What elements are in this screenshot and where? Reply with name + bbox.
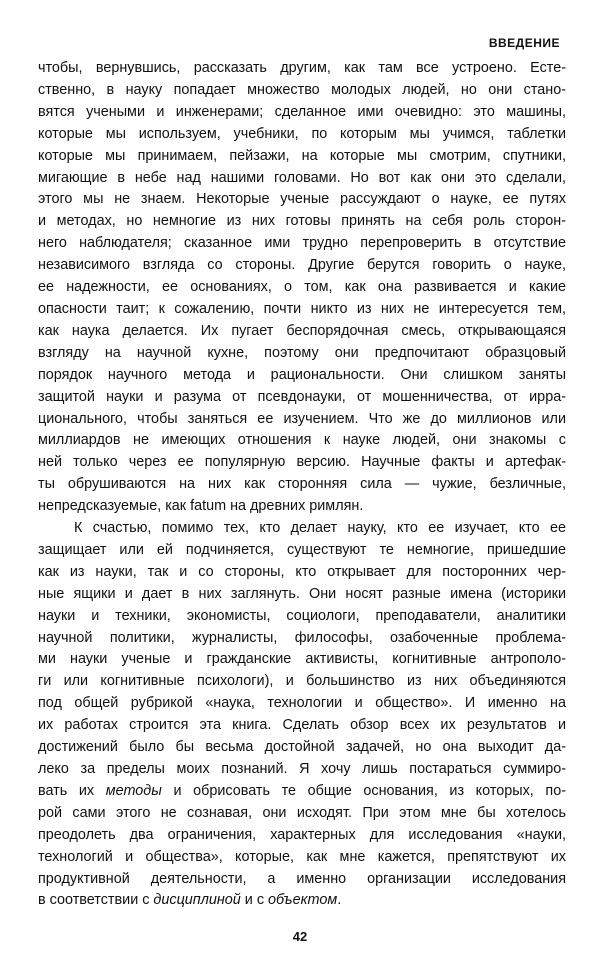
text-line: вятся учеными и инженерами; сделанное ими очевидно: это машины, xyxy=(38,103,566,120)
text-line: которые мы принимаем, пейзажи, на которые мы смотрим, спутники, xyxy=(38,147,566,164)
text-line: миллиардов не имеющих отношения к науке людей, они знакомы с xyxy=(38,432,566,449)
emphasis-object: объектом xyxy=(268,892,338,909)
text-line: научной политики, журналисты, философы, озабоченные проблема- xyxy=(38,629,566,646)
text-line: ственно, в науку попадает множество молодых людей, но они стано- xyxy=(38,81,566,98)
page-number: 42 xyxy=(292,929,308,944)
text-line: продуктивной деятельности, а именно организации исследования xyxy=(38,870,566,887)
text-line: ми науки ученые и гражданские активисты, когнитивные антрополо- xyxy=(38,651,566,668)
text-line: взгляду на научной кухне, поэтому они предпочитают образцовый xyxy=(38,344,566,361)
emphasis-discipline: дисциплиной xyxy=(153,892,241,909)
text-run: и обрисовать те общие основания, из которых, по- xyxy=(161,782,566,799)
text-line: непредсказуемые, как fatum на древних римлян. xyxy=(38,498,364,515)
text-run: и с xyxy=(240,892,269,909)
emphasis-methods: методы xyxy=(105,782,162,799)
text-line xyxy=(38,890,566,912)
text-line: ее надежности, ее основаниях, о том, как она развивается и какие xyxy=(38,279,566,296)
text-line: ней только через ее популярную версию. Научные факты и артефак- xyxy=(38,454,566,471)
text-line: как из науки, так и со стороны, кто открывает для посторонних чер- xyxy=(38,563,566,580)
text-line: которые мы используем, учебники, по которым мы учимся, таблетки xyxy=(38,125,566,142)
running-header: ВВЕДЕНИЕ xyxy=(488,36,560,50)
text-line: ные ящики и дает в них заглянуть. Они носят разные имена (историки xyxy=(38,585,566,602)
text-line: мигающие в небе над нашими головами. Но вот как они это сделали, xyxy=(38,169,566,186)
text-line: защитой науки и разума от псевдонауки, от мошенничества, от ирра- xyxy=(38,388,566,405)
text-line: технологий и общества», которые, как мне кажется, препятствуют их xyxy=(38,848,566,865)
text-line: и методах, но немногие из них готовы принять на себя роль сторон- xyxy=(38,213,566,230)
paragraph-2 xyxy=(38,518,566,912)
text-line: порядок научного метода и рациональности. Они слишком заняты xyxy=(38,366,566,383)
text-line: ги или когнитивные психологи), и большинство из них объединяются xyxy=(38,673,566,690)
text-line: защищает или ей подчиняется, существуют те немногие, пришедшие xyxy=(38,541,566,558)
text-line: ционального, чтобы заняться ее изучением. Что же до миллионов или xyxy=(38,410,566,427)
text-run: . xyxy=(337,892,342,909)
text-line: науки и техники, экономисты, социологи, преподаватели, аналитики xyxy=(38,607,566,624)
text-line: него наблюдателя; сказанное ими трудно перепроверить в отсутствие xyxy=(38,235,566,252)
text-line: независимого взгляда со стороны. Другие берутся говорить о науке, xyxy=(38,257,566,274)
text-line: преодолеть два ограничения, характерных для исследования «науки, xyxy=(38,826,566,843)
text-line: их работах строится эта книга. Сделать обзор всех их результатов и xyxy=(38,717,566,734)
text-line: достижений было бы весьма достойной задачей, но она выходит да- xyxy=(38,739,566,756)
body-text xyxy=(38,58,566,912)
text-line: чтобы, вернувшись, рассказать другим, как там все устроено. Есте- xyxy=(38,60,566,76)
text-line: опасности таит; к сожалению, почти никто из них не интересуется тем, xyxy=(38,300,566,317)
text-line: ты обрушиваются на них как сторонняя сила — чужие, безличные, xyxy=(38,476,566,493)
text-line xyxy=(38,781,566,803)
text-line: под общей рубрикой «наука, технологии и общество». И именно на xyxy=(38,695,566,712)
text-line: этого мы не знаем. Некоторые ученые рассуждают о науке, ее путях xyxy=(38,191,566,208)
text-run: в соответствии с xyxy=(38,892,154,909)
text-line: К счастью, помимо тех, кто делает науку, кто ее изучает, кто ее xyxy=(74,520,566,537)
text-line: леко за пределы моих познаний. Я хочу лишь постараться суммиро- xyxy=(38,761,566,777)
paragraph-1 xyxy=(38,58,566,518)
text-line: рой сами этого не сознавая, они исходят. При этом мне бы хотелось xyxy=(38,804,566,821)
text-run: вать их xyxy=(38,782,106,799)
text-line: как наука делается. Их пугает беспорядочная смесь, открывающаяся xyxy=(38,322,566,339)
